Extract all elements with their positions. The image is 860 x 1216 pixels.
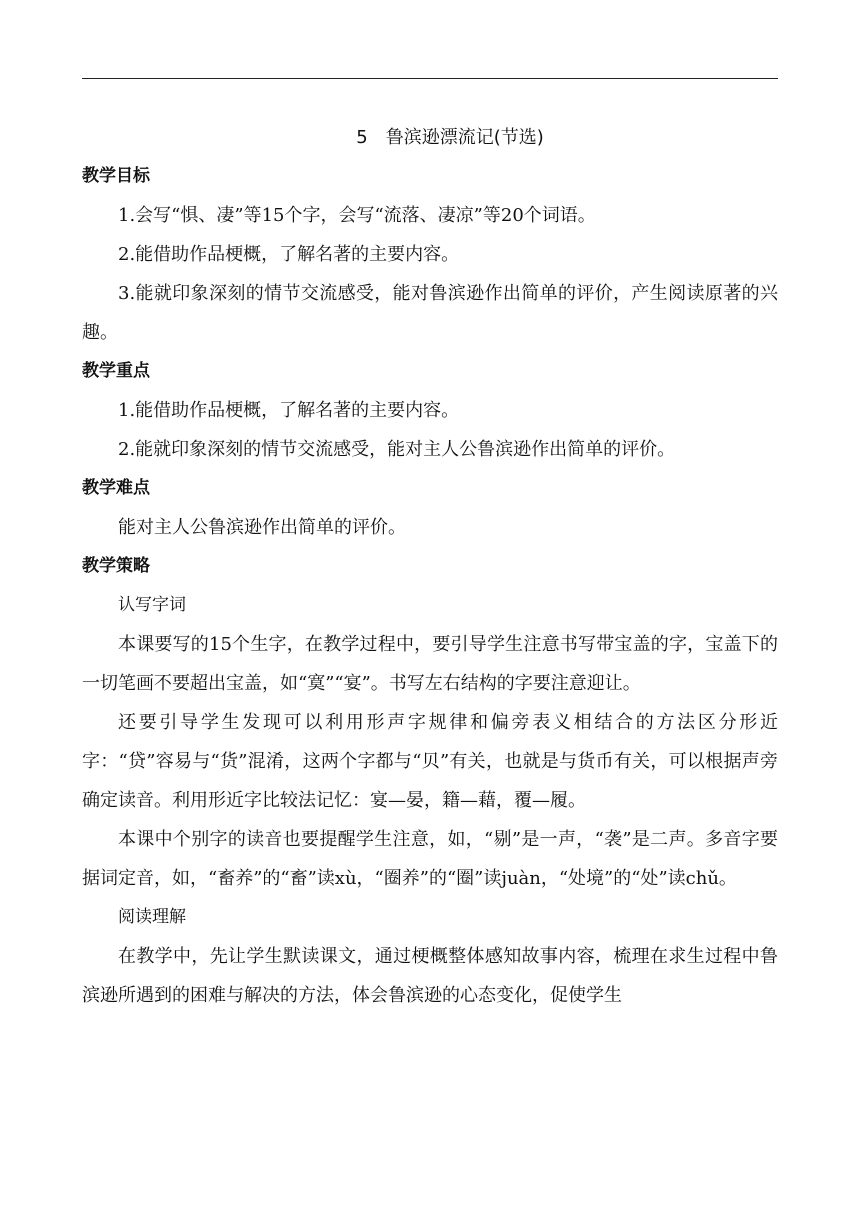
lesson-number: 5 [356,127,368,148]
strategy-paragraph: 本课要写的15个生字，在教学过程中，要引导学生注意书写带宝盖的字，宝盖下的一切笔画不要超出宝盖，如“寞”“宴”。书写左右结构的字要注意迎让。 [82,634,778,694]
goal-item: 1.会写“惧、凄”等15个字，会写“流落、凄凉”等20个词语。 [118,205,596,226]
strategy-subheading-reading: 阅读理解 [118,907,186,927]
key-point-item: 2.能就印象深刻的情节交流感受，能对主人公鲁滨逊作出简单的评价。 [118,439,676,460]
strategy-subheading-words: 认写字词 [118,595,186,615]
difficulty-item: 能对主人公鲁滨逊作出简单的评价。 [118,517,406,538]
strategy-paragraph: 在教学中，先让学生默读课文，通过梗概整体感知故事内容，梳理在求生过程中鲁滨逊所遇到的困难与解决的方法，体会鲁滨逊的心态变化，促使学生 [82,946,778,1006]
key-points-heading: 教学重点 [82,361,150,381]
document-body [82,118,778,1015]
goals-heading: 教学目标 [82,166,150,186]
lesson-title [82,118,778,157]
header-rule [82,78,778,79]
strategy-paragraph: 本课中个别字的读音也要提醒学生注意，如，“剔”是一声，“袭”是二声。多音字要据词定音，如，“畜养”的“畜”读xù，“圈养”的“圈”读juàn，“处境”的“处”读chǔ。 [82,829,778,889]
strategy-heading: 教学策略 [82,556,150,576]
goal-item: 2.能借助作品梗概，了解名著的主要内容。 [118,244,460,265]
goal-item: 3.能就印象深刻的情节交流感受，能对鲁滨逊作出简单的评价，产生阅读原著的兴趣。 [82,283,778,343]
strategy-paragraph: 还要引导学生发现可以利用形声字规律和偏旁表义相结合的方法区分形近字：“贷”容易与“货”混淆，这两个字都与“贝”有关，也就是与货币有关，可以根据声旁确定读音。利用形近字比较法记忆：宴—晏，籍—藉，覆—履。 [82,712,778,811]
key-point-item: 1.能借助作品梗概，了解名著的主要内容。 [118,400,460,421]
lesson-title-text: 鲁滨逊漂流记(节选) [385,127,544,148]
difficulties-heading: 教学难点 [82,478,150,498]
